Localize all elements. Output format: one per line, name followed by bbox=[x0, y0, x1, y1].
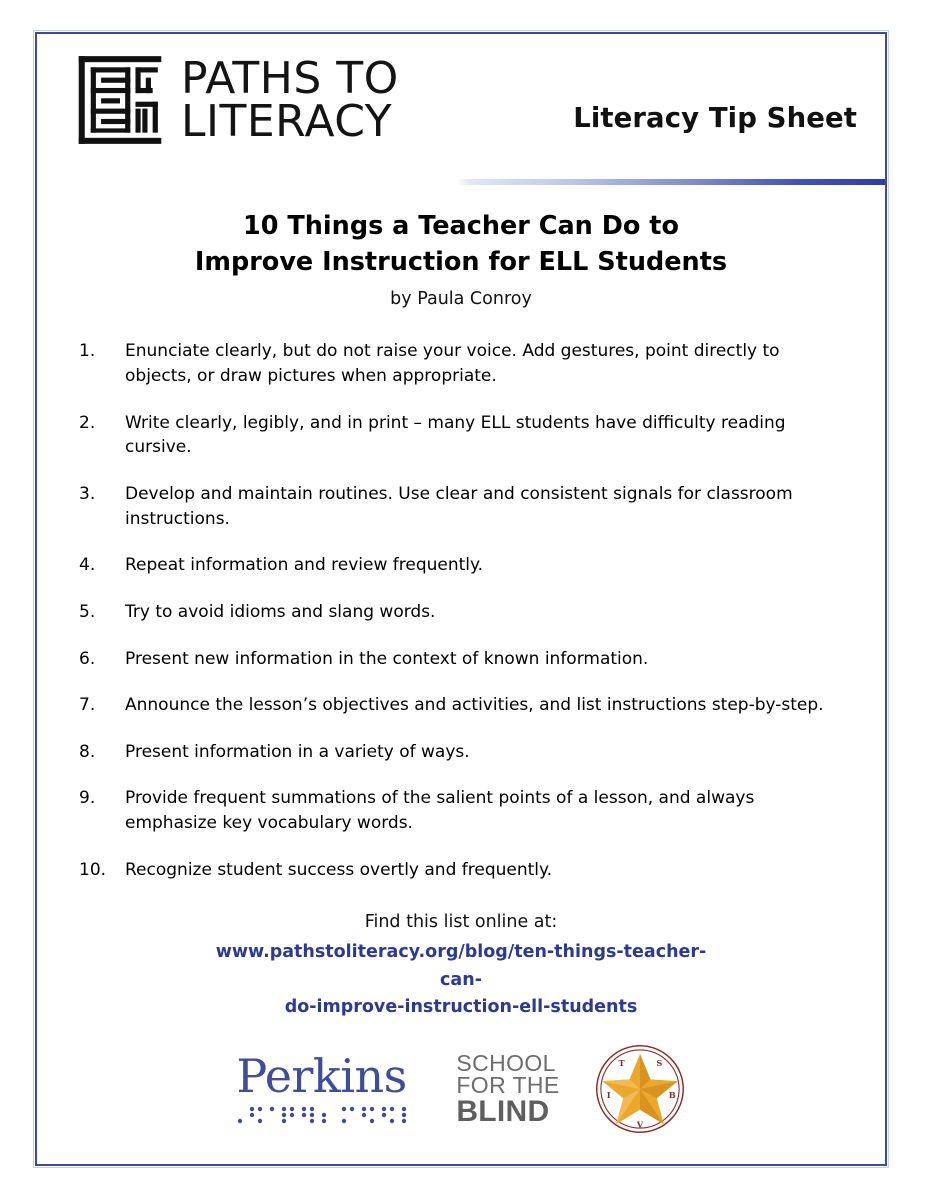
list-item-number: 6. bbox=[79, 648, 96, 669]
header-gradient-rule bbox=[37, 179, 885, 185]
page-inner bbox=[37, 34, 885, 1164]
list-item-text: Write clearly, legibly, and in print – many ELL students have difficulty reading cursive. bbox=[125, 412, 786, 458]
list-item-number: 9. bbox=[79, 788, 96, 809]
list-item-text: Repeat information and review frequently. bbox=[125, 555, 484, 576]
list-item-text: Announce the lesson’s objectives and activities, and list instructions step-by-step. bbox=[125, 695, 824, 716]
list-item-number: 1. bbox=[79, 341, 96, 362]
list-item bbox=[37, 693, 885, 718]
list-item-number: 4. bbox=[79, 555, 96, 576]
seal-letter-b: B bbox=[668, 1089, 676, 1100]
list-item bbox=[37, 411, 885, 460]
list-item bbox=[37, 339, 885, 388]
seal-letter-v: V bbox=[636, 1119, 643, 1130]
perkins-wordmark: Perkins bbox=[236, 1048, 407, 1103]
school-for-the-blind-wordmark bbox=[456, 1049, 560, 1128]
list-item bbox=[37, 482, 885, 531]
list-item-text: Enunciate clearly, but do not raise your voice. Add gestures, point directly to objects, or draw pictures when appropriate. bbox=[125, 341, 780, 387]
paths-to-literacy-maze-logo-icon bbox=[77, 54, 163, 146]
byline: by Paula Conroy bbox=[390, 289, 532, 310]
list-item-number: 10. bbox=[79, 859, 107, 880]
tip-sheet-page bbox=[35, 32, 887, 1166]
page-header bbox=[37, 34, 885, 182]
list-item-text: Try to avoid idioms and slang words. bbox=[125, 601, 436, 622]
list-item-number: 7. bbox=[79, 695, 96, 716]
tip-sheet-label: Literacy Tip Sheet bbox=[573, 102, 857, 134]
list-item-number: 5. bbox=[79, 601, 96, 622]
list-item-number: 2. bbox=[79, 412, 96, 433]
brand-line-2: LITERACY bbox=[181, 96, 393, 147]
list-item-text: Provide frequent summations of the salient points of a lesson, and always emphasize key vocabulary words. bbox=[125, 788, 755, 834]
title-line-1: 10 Things a Teacher Can Do to bbox=[243, 211, 679, 241]
find-online-link[interactable] bbox=[201, 939, 721, 1020]
list-item bbox=[37, 858, 885, 883]
brand-wordmark bbox=[181, 52, 399, 147]
braille-dots-icon bbox=[236, 1105, 436, 1125]
list-item bbox=[37, 740, 885, 765]
find-online-label: Find this list online at: bbox=[364, 912, 558, 933]
url-line-1: www.pathstoliteracy.org/blog/ten-things-teacher-can- bbox=[215, 942, 707, 990]
title-block bbox=[37, 208, 885, 309]
list-item-text: Present information in a variety of ways. bbox=[125, 741, 470, 762]
list-item-text: Develop and maintain routines. Use clear and consistent signals for classroom instructions. bbox=[125, 483, 793, 529]
title-line-2: Improve Instruction for ELL Students bbox=[194, 247, 728, 278]
footer-logos bbox=[37, 1043, 885, 1135]
list-item bbox=[37, 600, 885, 625]
list-item-number: 8. bbox=[79, 741, 96, 762]
page-title bbox=[37, 208, 885, 280]
sfb-line-2: FOR THE bbox=[456, 1072, 560, 1099]
perkins-logo bbox=[236, 1048, 436, 1125]
url-line-2: do-improve-instruction-ell-students bbox=[284, 996, 638, 1017]
seal-letter-s: S bbox=[655, 1057, 662, 1068]
list-item bbox=[37, 553, 885, 578]
sfb-line-1: SCHOOL bbox=[456, 1049, 556, 1076]
brand-lockup bbox=[77, 54, 399, 146]
find-online-block bbox=[37, 912, 885, 1020]
seal-letter-i: I bbox=[606, 1089, 611, 1100]
list-item-text: Recognize student success overtly and frequently. bbox=[125, 859, 553, 880]
brand-line-1: PATHS TO bbox=[181, 52, 399, 104]
list-item bbox=[37, 786, 885, 835]
list-item bbox=[37, 647, 885, 672]
seal-letter-t: T bbox=[618, 1057, 625, 1068]
tips-list bbox=[37, 339, 885, 882]
list-item-number: 3. bbox=[79, 483, 96, 504]
sfb-line-3: BLIND bbox=[456, 1094, 550, 1128]
texas-school-star-seal-icon bbox=[594, 1043, 686, 1135]
list-item-text: Present new information in the context of known information. bbox=[125, 648, 649, 669]
